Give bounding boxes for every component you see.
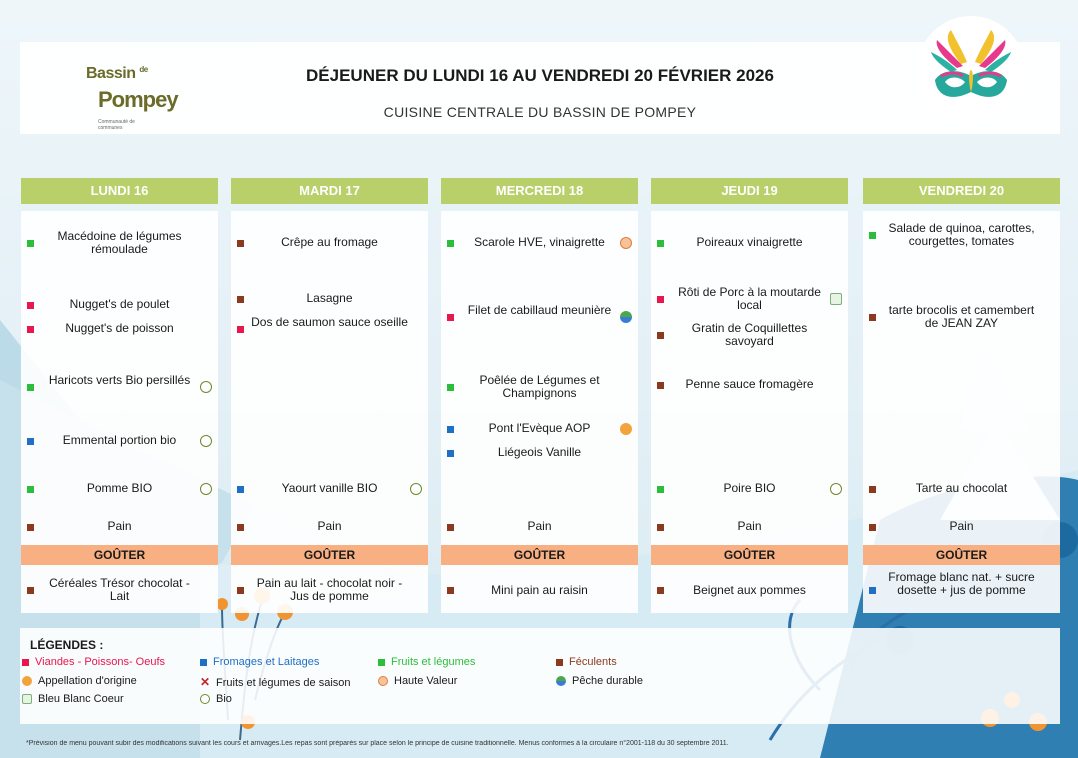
menu-item-label: Dos de saumon sauce oseille bbox=[251, 315, 408, 329]
menu-item bbox=[21, 482, 218, 495]
category-square-feculents bbox=[869, 486, 876, 493]
menu-item bbox=[651, 236, 848, 249]
category-square-feculents bbox=[237, 296, 244, 303]
category-square-feculents bbox=[657, 524, 664, 531]
gouter-item bbox=[231, 577, 428, 603]
menu-item bbox=[21, 434, 218, 447]
gouter-item-label: Beignet aux pommes bbox=[693, 582, 806, 597]
category-square-fromages bbox=[447, 426, 454, 433]
menu-item bbox=[441, 374, 638, 400]
legend-bbc: Bleu Blanc Coeur bbox=[22, 693, 124, 705]
gouter-header: GOÛTER bbox=[21, 545, 218, 565]
menu-item bbox=[441, 446, 638, 459]
menu-item bbox=[231, 520, 428, 533]
category-square-feculents bbox=[657, 382, 664, 389]
menu-item-label: Crêpe au fromage bbox=[281, 235, 378, 249]
menu-item bbox=[21, 298, 218, 311]
gouter-item-label: Pain au lait - chocolat noir - Jus de pomme bbox=[256, 576, 403, 603]
menu-item-label: Pont l'Evèque AOP bbox=[488, 421, 591, 435]
category-square-feculents bbox=[27, 524, 34, 531]
category-square-fruits bbox=[869, 232, 876, 239]
menu-item bbox=[441, 236, 638, 249]
menu-item bbox=[231, 292, 428, 305]
legend-fruits: Fruits et légumes bbox=[378, 656, 475, 668]
menu-item bbox=[863, 482, 1060, 495]
haute-valeur-icon bbox=[378, 676, 388, 686]
day-header: MERCREDI 18 bbox=[441, 178, 638, 204]
carnival-mask-icon bbox=[917, 16, 1025, 124]
category-square-fruits bbox=[657, 240, 664, 247]
category-square-viandes bbox=[657, 296, 664, 303]
category-square-fromages bbox=[27, 438, 34, 445]
gouter-header: GOÛTER bbox=[863, 545, 1060, 565]
gouter-item bbox=[441, 584, 638, 597]
day-header: MARDI 17 bbox=[231, 178, 428, 204]
menu-item-label: Tarte au chocolat bbox=[915, 481, 1008, 495]
category-square-viandes bbox=[237, 326, 244, 333]
bassin-de-pompey-logo: Bassin $^{de}$ Pompey Communauté de communes bbox=[86, 65, 178, 131]
bleu-blanc-coeur-icon bbox=[830, 293, 842, 305]
category-square-fromages bbox=[237, 486, 244, 493]
category-square-viandes bbox=[27, 302, 34, 309]
bio-icon bbox=[200, 435, 212, 447]
category-square-fruits bbox=[657, 486, 664, 493]
category-square bbox=[657, 587, 664, 594]
menu-item-label: Yaourt vanille BIO bbox=[281, 481, 378, 495]
category-square-fruits bbox=[27, 384, 34, 391]
page-subtitle: CUISINE CENTRALE DU BASSIN DE POMPEY bbox=[383, 104, 697, 120]
bio-icon bbox=[200, 694, 210, 704]
category-square-fruits bbox=[447, 240, 454, 247]
menu-item bbox=[231, 316, 428, 342]
menu-item-label: Haricots verts Bio persillés bbox=[48, 373, 191, 387]
bio-icon bbox=[200, 381, 212, 393]
gouter-header: GOÛTER bbox=[651, 545, 848, 565]
category-square-fruits bbox=[27, 240, 34, 247]
menu-item-label: Emmental portion bio bbox=[62, 433, 177, 447]
legend-fromages-square bbox=[200, 659, 207, 666]
menu-item bbox=[651, 482, 848, 495]
legend-bio: Bio bbox=[200, 693, 232, 705]
menu-item bbox=[231, 482, 428, 495]
gouter-item bbox=[651, 584, 848, 597]
menu-item bbox=[863, 520, 1060, 533]
legend-feculents-square bbox=[556, 659, 563, 666]
haute-valeur-icon bbox=[620, 237, 632, 249]
bio-icon bbox=[200, 483, 212, 495]
menu-item-label: Pain bbox=[949, 519, 974, 533]
menu-item-label: Pain bbox=[317, 519, 342, 533]
day-column bbox=[231, 178, 428, 614]
menu-item bbox=[651, 520, 848, 533]
bio-icon bbox=[830, 483, 842, 495]
menu-item-label: Rôti de Porc à la moutarde local bbox=[678, 285, 821, 312]
menu-item bbox=[651, 286, 848, 312]
menu-item-label: Penne sauce fromagère bbox=[685, 377, 814, 391]
footnote: *Prévision de menu pouvant subir des modifications suivant les cours et arrivages.Les repas sont préparés sur place selon le principe de cuisine traditionnelle. Menus conformes à la circulaire n°2001-118 du 30 septembre 2011. bbox=[26, 740, 729, 747]
legend-fruits-square bbox=[378, 659, 385, 666]
gouter-item bbox=[21, 577, 218, 603]
menu-item bbox=[651, 378, 848, 391]
menu-item-label: Pain bbox=[107, 519, 132, 533]
day-header: JEUDI 19 bbox=[651, 178, 848, 204]
menu-item-label: Nugget's de poisson bbox=[65, 321, 174, 335]
legend-title: LÉGENDES : bbox=[30, 638, 104, 652]
menu-item-label: Poireaux vinaigrette bbox=[696, 235, 803, 249]
category-square-feculents bbox=[447, 524, 454, 531]
legend-viandes-square bbox=[22, 659, 29, 666]
appellation-origine-icon bbox=[620, 423, 632, 435]
legend-haute-valeur: Haute Valeur bbox=[378, 675, 457, 687]
day-column bbox=[863, 178, 1060, 614]
menu-item bbox=[441, 304, 638, 330]
menu-item bbox=[21, 322, 218, 335]
menu-item-label: Pain bbox=[527, 519, 552, 533]
gouter-item-label: Mini pain au raisin bbox=[491, 582, 588, 597]
menu-item bbox=[21, 374, 218, 400]
appellation-origine-icon bbox=[22, 676, 32, 686]
category-square-viandes bbox=[27, 326, 34, 333]
category-square-feculents bbox=[237, 240, 244, 247]
menu-item bbox=[863, 304, 1060, 330]
legend-appellation: Appellation d'origine bbox=[22, 675, 137, 687]
category-square-fruits bbox=[27, 486, 34, 493]
menu-item bbox=[21, 230, 218, 256]
menu-item bbox=[651, 322, 848, 348]
category-square-feculents bbox=[869, 314, 876, 321]
menu-item bbox=[231, 236, 428, 249]
category-square-fromages bbox=[447, 450, 454, 457]
menu-item-label: Poire BIO bbox=[723, 481, 776, 495]
menu-item bbox=[441, 422, 638, 435]
day-column bbox=[651, 178, 848, 614]
menu-item-label: Scarole HVE, vinaigrette bbox=[474, 235, 605, 249]
category-square-feculents bbox=[869, 524, 876, 531]
category-square bbox=[237, 587, 244, 594]
category-square bbox=[447, 587, 454, 594]
menu-item bbox=[863, 222, 1060, 248]
legend-peche: Pêche durable bbox=[556, 675, 643, 687]
bleu-blanc-coeur-icon bbox=[22, 694, 32, 704]
gouter-item-label: Fromage blanc nat. + sucre dosette + jus de pomme bbox=[888, 569, 1035, 597]
fruits-legumes-saison-icon: ✕ bbox=[200, 675, 211, 689]
category-square-feculents bbox=[657, 332, 664, 339]
day-column bbox=[441, 178, 638, 614]
menu-item-label: tarte brocolis et camembert de JEAN ZAY bbox=[888, 303, 1035, 330]
menu-item-label: Salade de quinoa, carottes, courgettes, tomates bbox=[888, 221, 1035, 248]
category-square-viandes bbox=[447, 314, 454, 321]
day-column bbox=[21, 178, 218, 614]
menu-item-label: Filet de cabillaud meunière bbox=[467, 303, 612, 317]
bio-icon bbox=[410, 483, 422, 495]
gouter-header: GOÛTER bbox=[231, 545, 428, 565]
legend-feculents: Féculents bbox=[556, 656, 617, 668]
page-title: DÉJEUNER DU LUNDI 16 AU VENDREDI 20 FÉVRIER 2026 bbox=[306, 66, 774, 85]
peche-durable-icon bbox=[556, 676, 566, 686]
menu-item-label: Liégeois Vanille bbox=[497, 445, 582, 459]
legend-viandes: Viandes - Poissons- Oeufs bbox=[22, 656, 165, 668]
legend-saison: ✕ Fruits et légumes de saison bbox=[200, 675, 351, 689]
legend-fromages: Fromages et Laitages bbox=[200, 656, 319, 668]
menu-item-label: Pain bbox=[737, 519, 762, 533]
day-header: VENDREDI 20 bbox=[863, 178, 1060, 204]
menu-item-label: Pomme BIO bbox=[86, 481, 153, 495]
menu-item-label: Lasagne bbox=[306, 291, 353, 305]
day-header: LUNDI 16 bbox=[21, 178, 218, 204]
menu-item-label: Macédoine de légumes rémoulade bbox=[57, 229, 182, 256]
legend-panel bbox=[20, 628, 1060, 724]
menu-item-label: Poêlée de Légumes et Champignons bbox=[479, 373, 600, 400]
category-square bbox=[869, 587, 876, 594]
menu-item bbox=[21, 520, 218, 533]
category-square bbox=[27, 587, 34, 594]
menu-item-label: Gratin de Coquillettes savoyard bbox=[691, 321, 808, 348]
gouter-item-label: Céréales Trésor chocolat - Lait bbox=[49, 576, 190, 603]
peche-durable-icon bbox=[620, 311, 632, 323]
gouter-header: GOÛTER bbox=[441, 545, 638, 565]
menu-item bbox=[441, 520, 638, 533]
gouter-item bbox=[863, 571, 1060, 610]
menu-item-label: Nugget's de poulet bbox=[69, 297, 170, 311]
category-square-feculents bbox=[237, 524, 244, 531]
category-square-fruits bbox=[447, 384, 454, 391]
